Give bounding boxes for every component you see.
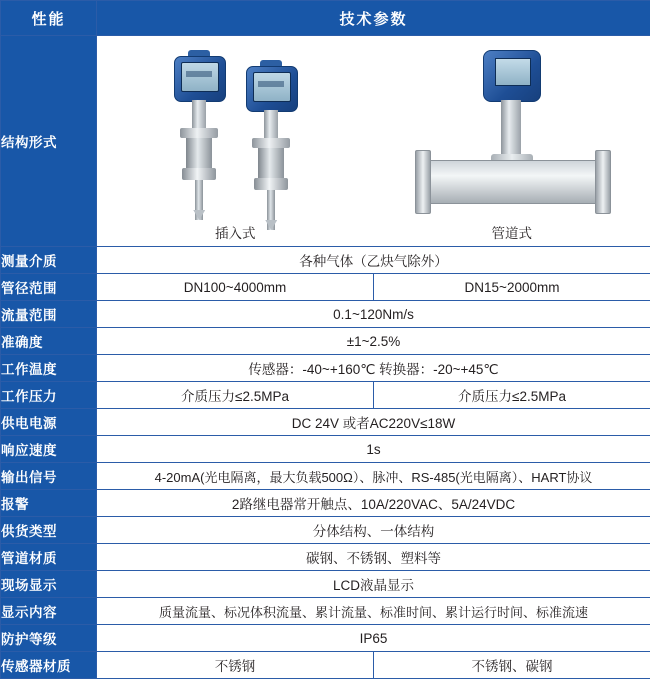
table-row [1,625,650,652]
row-label: 管道材质 [1,544,97,571]
inline-type-block [374,36,650,246]
row-value: 质量流量、标况体积流量、累计流量、标准时间、累计运行时间、标准流速 [97,598,650,625]
row-value: 0.1~120Nm/s [97,301,650,328]
table-header-row [1,1,650,36]
row-label: 供货类型 [1,517,97,544]
caption-insertion: 插入式 [215,222,256,242]
row-label: 准确度 [1,328,97,355]
row-label: 输出信号 [1,463,97,490]
header-technical: 技术参数 [97,1,650,36]
row-value: 1s [97,436,650,463]
row-value: ±1~2.5% [97,328,650,355]
row-value-right: 不锈钢、碳钢 [374,652,650,679]
table-row [1,301,650,328]
row-label: 测量介质 [1,247,97,274]
row-label: 报警 [1,490,97,517]
table-row [1,355,650,382]
row-label: 工作温度 [1,355,97,382]
row-value-left: DN100~4000mm [97,274,374,301]
row-value-left: 不锈钢 [97,652,374,679]
row-value: 传感器：-40~+160℃ 转换器：-20~+45℃ [97,355,650,382]
row-value: 4-20mA(光电隔离，最大负载500Ω）、脉冲、RS-485(光电隔离）、HART协议 [97,463,650,490]
row-label: 显示内容 [1,598,97,625]
row-value: 分体结构、一体结构 [97,517,650,544]
table-row [1,463,650,490]
row-value: 各种气体（乙炔气除外） [97,247,650,274]
row-value: 2路继电器常开触点、10A/220VAC、5A/24VDC [97,490,650,517]
header-performance: 性能 [1,1,97,36]
table-row [1,517,650,544]
row-value: IP65 [97,625,650,652]
table-row [1,436,650,463]
inline-flowmeter-image [387,42,637,220]
row-value: LCD液晶显示 [97,571,650,598]
row-label: 现场显示 [1,571,97,598]
table-row [1,598,650,625]
row-label: 防护等级 [1,625,97,652]
row-label: 响应速度 [1,436,97,463]
row-value-right: DN15~2000mm [374,274,650,301]
insertion-flowmeter-image [168,42,302,220]
table-row [1,247,650,274]
table-row [1,571,650,598]
table-row [1,490,650,517]
insertion-type-block [97,36,374,246]
row-label: 管径范围 [1,274,97,301]
table-row [1,328,650,355]
table-row [1,409,650,436]
table-row [1,382,650,409]
row-label: 供电电源 [1,409,97,436]
row-label: 流量范围 [1,301,97,328]
table-row [1,274,650,301]
table-row [1,544,650,571]
row-value: DC 24V 或者AC220V≤18W [97,409,650,436]
row-label: 传感器材质 [1,652,97,679]
row-label: 工作压力 [1,382,97,409]
caption-inline: 管道式 [492,222,533,242]
structure-images-cell [97,36,650,247]
row-value-left: 介质压力≤2.5MPa [97,382,374,409]
row-value: 碳钢、不锈钢、塑料等 [97,544,650,571]
table-row-structure [1,36,650,247]
row-value-right: 介质压力≤2.5MPa [374,382,650,409]
table-row [1,652,650,679]
row-label-structure: 结构形式 [1,36,97,247]
